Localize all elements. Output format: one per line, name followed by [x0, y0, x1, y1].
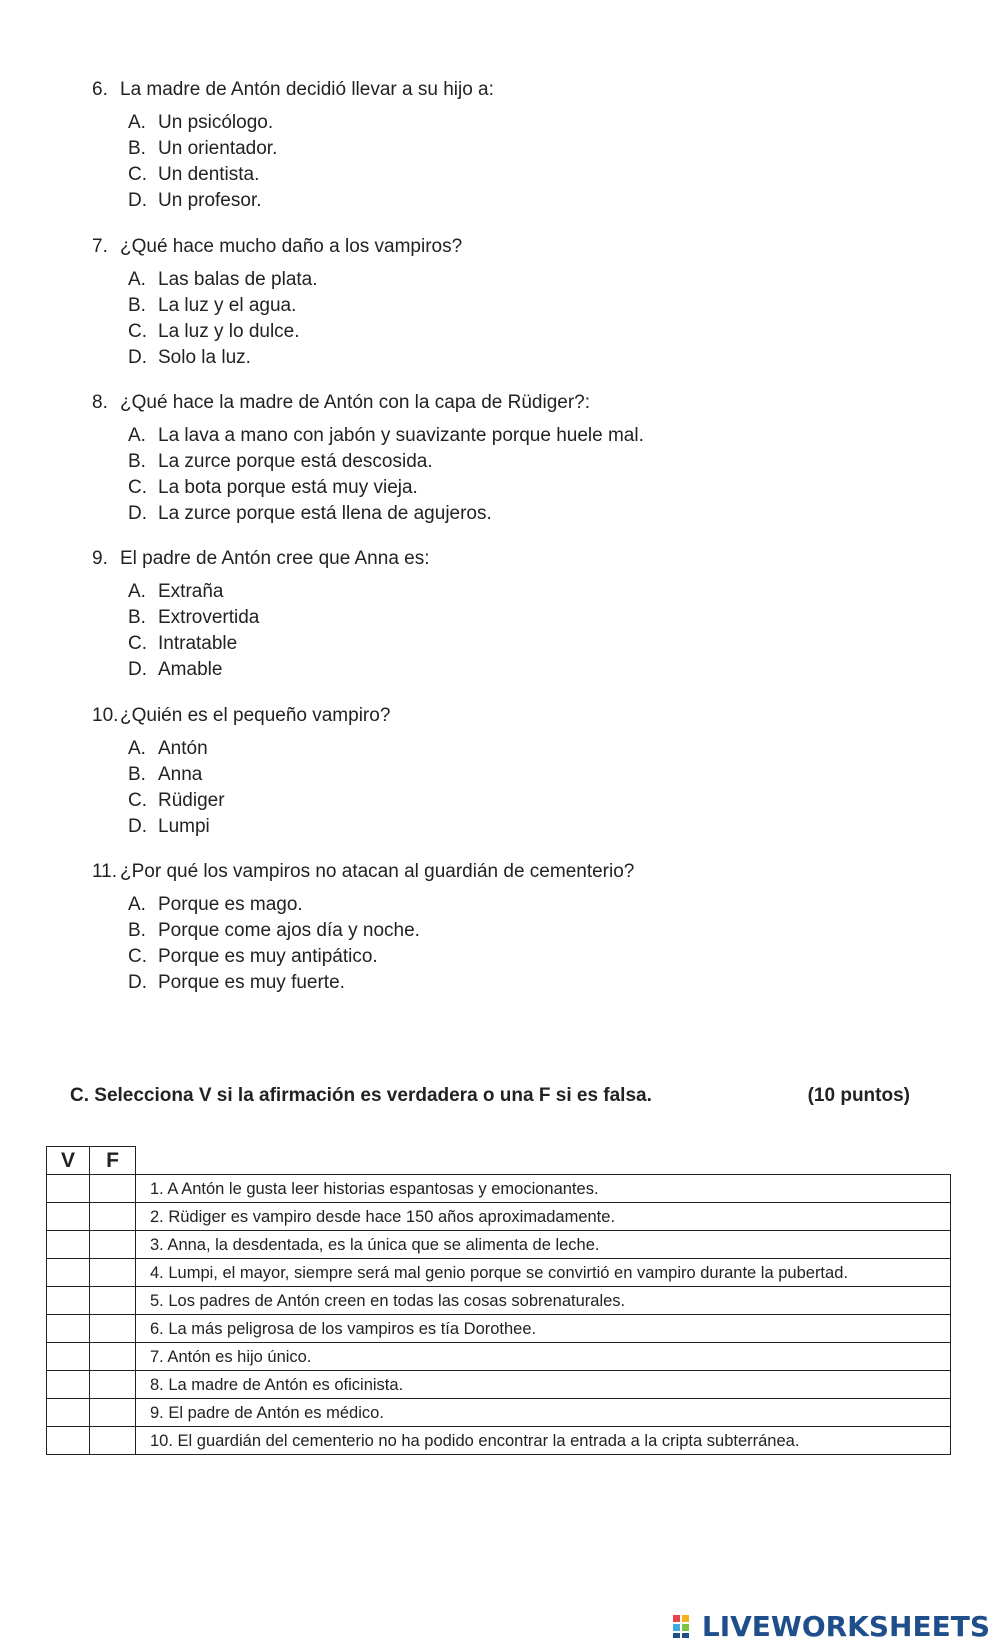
false-mark-cell[interactable]: [90, 1231, 136, 1259]
table-row: [47, 1343, 951, 1371]
table-row: [47, 1203, 951, 1231]
option-letter: D.: [128, 659, 147, 680]
option-letter: C.: [128, 790, 147, 811]
question-block: [92, 704, 932, 841]
false-mark-cell[interactable]: [90, 1287, 136, 1315]
false-mark-cell[interactable]: [90, 1259, 136, 1287]
table-row: [47, 1231, 951, 1259]
true-false-table: [46, 1146, 951, 1455]
question-number: 8.: [92, 392, 108, 413]
false-mark-cell[interactable]: [90, 1315, 136, 1343]
option-letter: A.: [128, 894, 146, 915]
answer-option[interactable]: [128, 815, 932, 839]
option-letter: B.: [128, 295, 146, 316]
option-letter: C.: [128, 164, 147, 185]
header-f: F: [90, 1147, 136, 1175]
false-mark-cell[interactable]: [90, 1343, 136, 1371]
answer-option[interactable]: [128, 502, 932, 526]
option-letter: D.: [128, 972, 147, 993]
answer-option[interactable]: [128, 189, 932, 213]
option-letter: B.: [128, 607, 146, 628]
question-number: 9.: [92, 548, 108, 569]
answer-option[interactable]: [128, 137, 932, 161]
statement-text: 4. Lumpi, el mayor, siempre será mal genio porque se convirtió en vampiro durante la pubertad.: [136, 1259, 951, 1287]
question-text: ¿Qué hace mucho daño a los vampiros?: [120, 236, 463, 257]
option-letter: D.: [128, 190, 147, 211]
statement-text: 7. Antón es hijo único.: [136, 1343, 951, 1371]
option-text: Extrovertida: [158, 607, 260, 628]
option-letter: C.: [128, 946, 147, 967]
true-mark-cell[interactable]: [47, 1427, 90, 1455]
question-title: [92, 704, 932, 728]
true-mark-cell[interactable]: [47, 1175, 90, 1203]
option-text: Porque come ajos día y noche.: [158, 920, 420, 941]
option-letter: A.: [128, 738, 146, 759]
option-letter: C.: [128, 477, 147, 498]
question-text: ¿Por qué los vampiros no atacan al guardián de cementerio?: [120, 861, 635, 882]
answer-option[interactable]: [128, 111, 932, 135]
table-row: [47, 1399, 951, 1427]
answer-option[interactable]: [128, 424, 932, 448]
question-text: La madre de Antón decidió llevar a su hijo a:: [120, 79, 494, 100]
table-row: [47, 1259, 951, 1287]
option-text: Un dentista.: [158, 164, 260, 185]
option-text: La luz y lo dulce.: [158, 321, 300, 342]
answer-option[interactable]: [128, 971, 932, 995]
table-row: [47, 1371, 951, 1399]
question-text: ¿Qué hace la madre de Antón con la capa de Rüdiger?:: [120, 392, 591, 413]
question-title: [92, 860, 932, 884]
option-letter: D.: [128, 816, 147, 837]
answer-option[interactable]: [128, 789, 932, 813]
false-mark-cell[interactable]: [90, 1203, 136, 1231]
question-text: El padre de Antón cree que Anna es:: [120, 548, 430, 569]
option-text: Intratable: [158, 633, 238, 654]
true-mark-cell[interactable]: [47, 1315, 90, 1343]
answer-option[interactable]: [128, 658, 932, 682]
answer-option[interactable]: [128, 476, 932, 500]
answer-option[interactable]: [128, 268, 932, 292]
table-row: [47, 1315, 951, 1343]
option-letter: B.: [128, 451, 146, 472]
option-letter: A.: [128, 425, 146, 446]
option-text: Amable: [158, 659, 223, 680]
option-letter: A.: [128, 112, 146, 133]
option-letter: B.: [128, 138, 146, 159]
true-mark-cell[interactable]: [47, 1371, 90, 1399]
answer-option[interactable]: [128, 632, 932, 656]
option-text: Solo la luz.: [158, 347, 251, 368]
answer-option[interactable]: [128, 893, 932, 917]
question-number: 6.: [92, 79, 108, 100]
header-blank: [136, 1147, 951, 1175]
option-text: Las balas de plata.: [158, 269, 318, 290]
true-mark-cell[interactable]: [47, 1259, 90, 1287]
option-letter: D.: [128, 503, 147, 524]
statement-text: 6. La más peligrosa de los vampiros es tía Dorothee.: [136, 1315, 951, 1343]
false-mark-cell[interactable]: [90, 1427, 136, 1455]
option-text: La zurce porque está llena de agujeros.: [158, 503, 492, 524]
answer-option[interactable]: [128, 919, 932, 943]
statement-text: 2. Rüdiger es vampiro desde hace 150 años aproximadamente.: [136, 1203, 951, 1231]
false-mark-cell[interactable]: [90, 1175, 136, 1203]
brand-text: LIVEWORKSHEETS: [701, 1609, 990, 1643]
question-number: 11.: [92, 861, 118, 882]
answer-option[interactable]: [128, 763, 932, 787]
brand-footer: [673, 1611, 990, 1641]
question-number: 7.: [92, 236, 108, 257]
answer-option[interactable]: [128, 606, 932, 630]
question-block: [92, 78, 932, 215]
question-title: [92, 78, 932, 102]
answer-option[interactable]: [128, 346, 932, 370]
option-text: La zurce porque está descosida.: [158, 451, 433, 472]
statement-text: 8. La madre de Antón es oficinista.: [136, 1371, 951, 1399]
option-text: Un profesor.: [158, 190, 262, 211]
answer-option[interactable]: [128, 320, 932, 344]
option-letter: C.: [128, 633, 147, 654]
statement-text: 3. Anna, la desdentada, es la única que se alimenta de leche.: [136, 1231, 951, 1259]
option-text: Porque es muy antipático.: [158, 946, 378, 967]
statement-text: 10. El guardián del cementerio no ha podido encontrar la entrada a la cripta subterránea.: [136, 1427, 951, 1455]
option-text: Extraña: [158, 581, 224, 602]
true-mark-cell[interactable]: [47, 1287, 90, 1315]
table-header-row: [47, 1147, 951, 1175]
option-letter: B.: [128, 920, 146, 941]
question-title: [92, 391, 932, 415]
table-row: [47, 1427, 951, 1455]
option-text: Anna: [158, 764, 203, 785]
section-c-points: (10 puntos): [807, 1085, 910, 1106]
true-mark-cell[interactable]: [47, 1231, 90, 1259]
statement-text: 5. Los padres de Antón creen en todas las cosas sobrenaturales.: [136, 1287, 951, 1315]
question-title: [92, 547, 932, 571]
option-text: Antón: [158, 738, 208, 759]
option-letter: D.: [128, 347, 147, 368]
option-letter: C.: [128, 321, 147, 342]
true-mark-cell[interactable]: [47, 1203, 90, 1231]
option-text: La luz y el agua.: [158, 295, 297, 316]
answer-option[interactable]: [128, 163, 932, 187]
answer-option[interactable]: [128, 450, 932, 474]
option-text: Porque es muy fuerte.: [158, 972, 345, 993]
question-block: [92, 547, 932, 684]
true-mark-cell[interactable]: [47, 1399, 90, 1427]
false-mark-cell[interactable]: [90, 1371, 136, 1399]
question-block: [92, 391, 932, 528]
option-letter: B.: [128, 764, 146, 785]
answer-option[interactable]: [128, 294, 932, 318]
option-text: Porque es mago.: [158, 894, 303, 915]
header-v: V: [47, 1147, 90, 1175]
option-text: Un orientador.: [158, 138, 278, 159]
option-text: Rüdiger: [158, 790, 225, 811]
option-text: Lumpi: [158, 816, 210, 837]
table-row: [47, 1175, 951, 1203]
statement-text: 9. El padre de Antón es médico.: [136, 1399, 951, 1427]
option-text: La lava a mano con jabón y suavizante porque huele mal.: [158, 425, 644, 446]
false-mark-cell[interactable]: [90, 1399, 136, 1427]
true-mark-cell[interactable]: [47, 1343, 90, 1371]
table-row: [47, 1287, 951, 1315]
section-c-title: C. Selecciona V si la afirmación es verdadera o una F si es falsa.: [70, 1085, 652, 1106]
question-title: [92, 235, 932, 259]
question-text: ¿Quién es el pequeño vampiro?: [120, 705, 391, 726]
liveworksheets-logo-icon: [673, 1613, 699, 1639]
section-c-header: [70, 1084, 910, 1108]
question-block: [92, 860, 932, 997]
statement-text: 1. A Antón le gusta leer historias espantosas y emocionantes.: [136, 1175, 951, 1203]
answer-option[interactable]: [128, 737, 932, 761]
question-block: [92, 235, 932, 372]
option-letter: A.: [128, 269, 146, 290]
answer-option[interactable]: [128, 580, 932, 604]
answer-option[interactable]: [128, 945, 932, 969]
option-text: Un psicólogo.: [158, 112, 274, 133]
option-letter: A.: [128, 581, 146, 602]
question-number: 10.: [92, 705, 119, 726]
option-text: La bota porque está muy vieja.: [158, 477, 418, 498]
